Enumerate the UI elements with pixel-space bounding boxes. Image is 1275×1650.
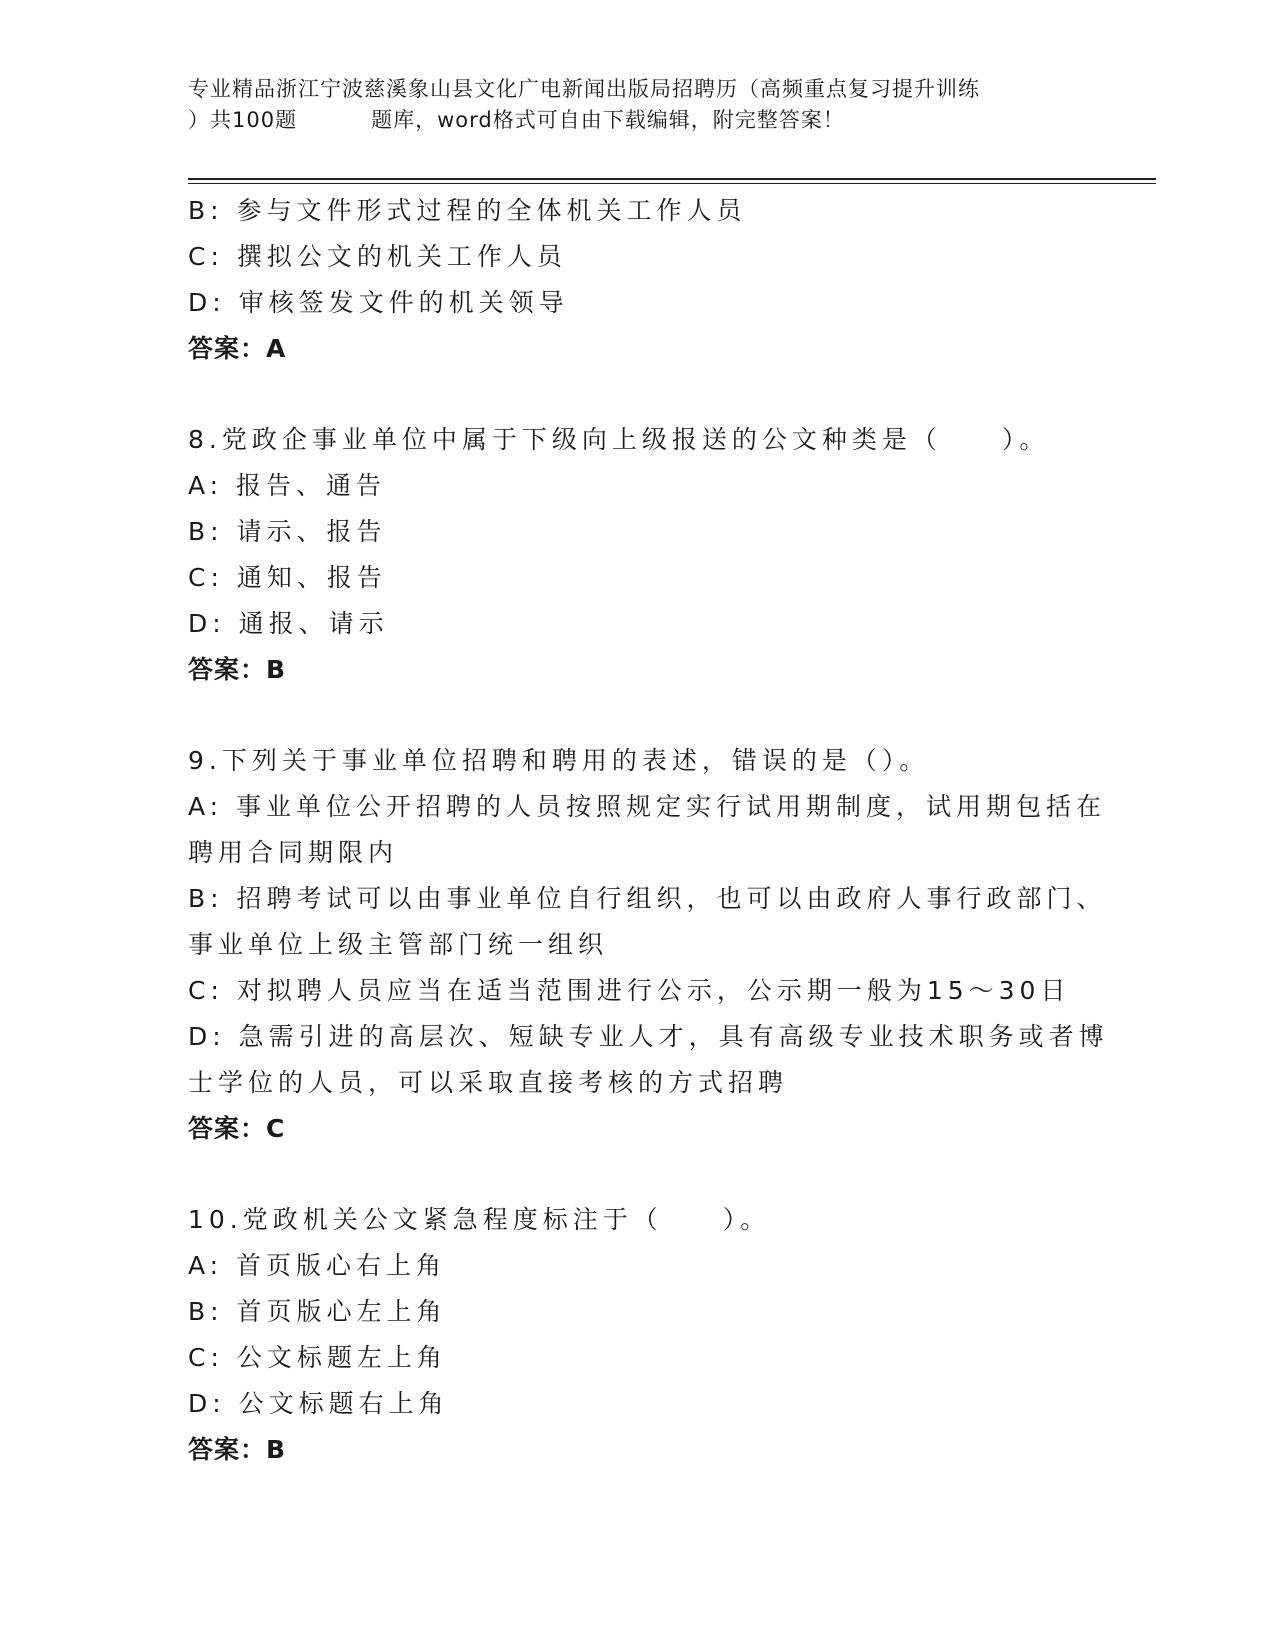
header-note: 题库，word格式可自由下载编辑，附完整答案！ [371,108,845,132]
option-a-line-1: A: 事业单位公开招聘的人员按照规定实行试用期制度，试用期包括在 [188,792,1107,821]
question-text: 8.党政企事业单位中属于下级向上级报送的公文种类是（ ）。 [188,425,1050,454]
option-b: B: 请示、报告 [188,517,387,546]
option-a: A: 报告、通告 [188,471,387,500]
option-b: B: 参与文件形式过程的全体机关工作人员 [188,196,747,225]
option-b-line-2: 事业单位上级主管部门统一组织 [188,930,609,959]
option-c: C: 公文标题左上角 [188,1343,447,1372]
question-7-tail [188,188,1088,372]
option-a-line-2: 聘用合同期限内 [188,838,399,867]
option-d-line-2: 士学位的人员，可以采取直接考核的方式招聘 [188,1068,789,1097]
answer: 答案：C [188,1114,286,1143]
option-d: D: 公文标题右上角 [188,1389,449,1418]
question-8 [188,417,1088,693]
option-c: C: 对拟聘人员应当在适当范围进行公示，公示期一般为15～30日 [188,976,1071,1005]
option-a: A: 首页版心右上角 [188,1251,447,1280]
option-d-line-1: D: 急需引进的高层次、短缺专业人才，具有高级专业技术职务或者博 [188,1022,1109,1051]
option-b: B: 首页版心左上角 [188,1297,447,1326]
question-list [188,188,1109,1473]
answer: 答案：B [188,655,287,684]
option-d: D: 审核签发文件的机关领导 [188,288,569,317]
header-count: ）共100题 [188,108,298,132]
option-c: C: 通知、报告 [188,563,387,592]
question-9 [188,738,1109,1152]
page-header [188,74,1088,136]
header-divider-thick [188,178,1156,180]
question-text: 10.党政机关公文紧急程度标注于（ ）。 [188,1205,771,1234]
option-b-line-1: B: 招聘考试可以由事业单位自行组织，也可以由政府人事行政部门、 [188,884,1107,913]
header-line-2 [188,105,1088,136]
answer: 答案：B [188,1435,287,1464]
question-text: 9.下列关于事业单位招聘和聘用的表述，错误的是（）。 [188,746,930,775]
header-line-1: 专业精品浙江宁波慈溪象山县文化广电新闻出版局招聘历（高频重点复习提升训练 [188,77,980,101]
answer: 答案：A [188,334,287,363]
option-c: C: 撰拟公文的机关工作人员 [188,242,567,271]
header-divider-thin [188,183,1156,184]
option-d: D: 通报、请示 [188,609,389,638]
question-10 [188,1197,1088,1473]
